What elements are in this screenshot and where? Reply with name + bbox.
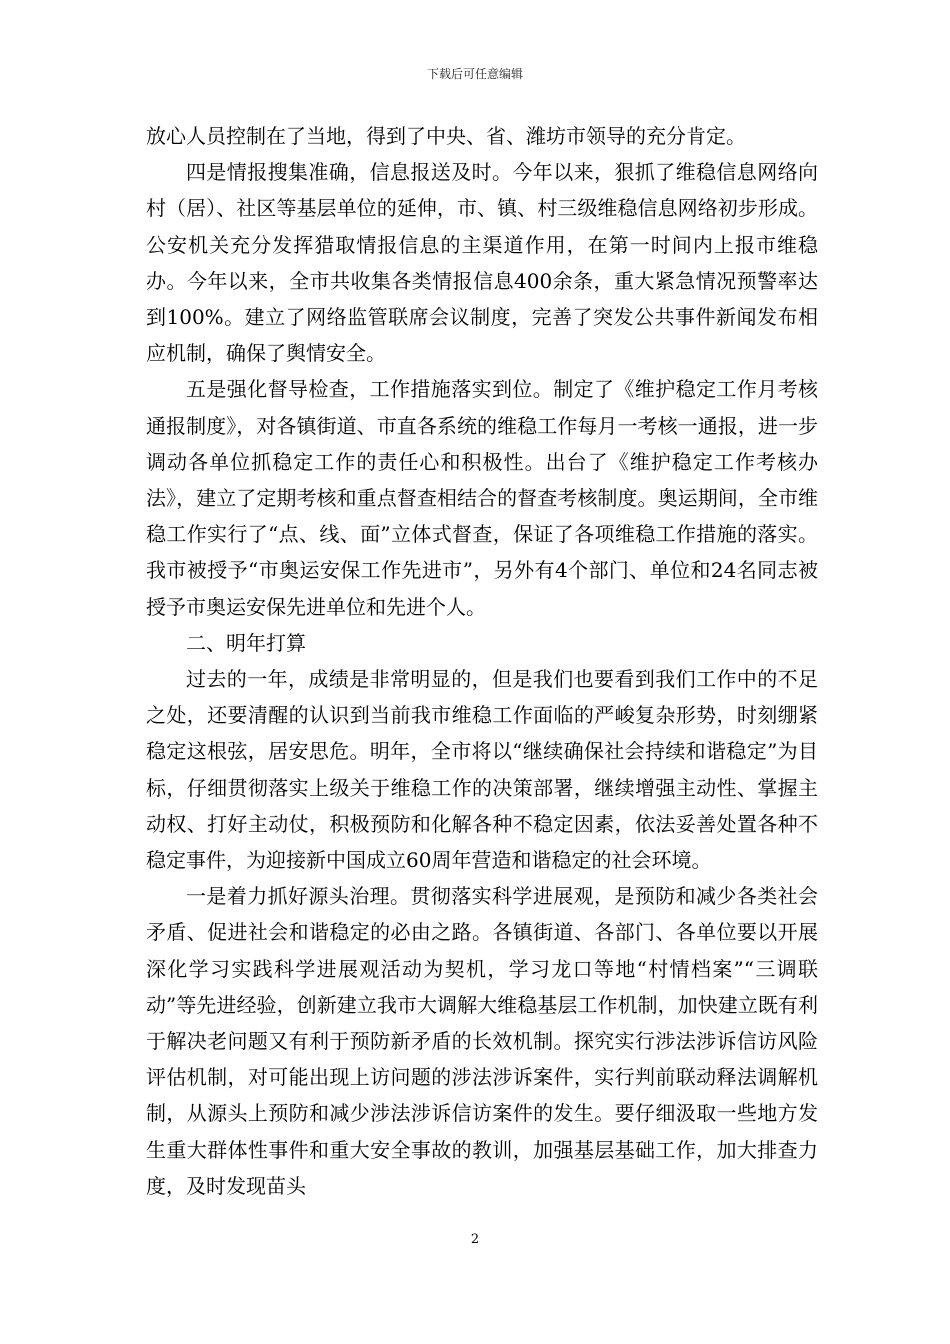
paragraph-item-five: 五是强化督导检查，工作措施落实到位。制定了《维护稳定工作月考核通报制度》，对各镇街道、市直各系统的维稳工作每月一考核一通报，进一步调动各单位抓稳定工作的责任心和积极性。出台了《维护稳定工作考核办法》，建立了定期考核和重点督查相结合的督查考核制度。奥运期间，全市维稳工作实行了“点、线、面”立体式督查，保证了各项维稳工作措施的落实。我市被授予“市奥运安保工作先进市”，另外有4个部门、单位和24名同志被授予市奥运安保先进单位和先进个人。 xyxy=(146,377,818,619)
paragraph-item-four: 四是情报搜集准确，信息报送及时。今年以来，狠抓了维稳信息网络向村（居）、社区等基层单位的延伸，市、镇、村三级维稳信息网络初步形成。公安机关充分发挥猎取情报信息的主渠道作用，在第一时间内上报市维稳办。今年以来，全市共收集各类情报信息400余条，重大紧急情况预警率达到100%。建立了网络监管联席会议制度，完善了突发公共事件新闻发布相应机制，确保了舆情安全。 xyxy=(146,160,818,366)
page-number: 2 xyxy=(470,1232,480,1247)
document-body xyxy=(146,118,818,1204)
paragraph-plan-intro: 过去的一年，成绩是非常明显的，但是我们也要看到我们工作中的不足之处，还要清醒的认识到当前我市维稳工作面临的严峻复杂形势，时刻绷紧稳定这根弦，居安思危。明年，全市将以“继续确保社会持续和谐稳定”为目标，仔细贯彻落实上级关于维稳工作的决策部署，继续增强主动性、掌握主动权、打好主动仗，积极预防和化解各种不稳定因素，依法妥善处置各种不稳定事件，为迎接新中国成立60周年营造和谐稳定的社会环境。 xyxy=(146,667,818,873)
paragraph-continuation: 放心人员控制在了当地，得到了中央、省、潍坊市领导的充分肯定。 xyxy=(146,124,746,148)
paragraph-plan-item-one: 一是着力抓好源头治理。贯彻落实科学进展观，是预防和减少各类社会矛盾、促进社会和谐稳定的必由之路。各镇街道、各部门、各单位要以开展深化学习实践科学进展观活动为契机，学习龙口等地“村情档案”“三调联动”等先进经验，创新建立我市大调解大维稳基层工作机制，加快建立既有利于解决老问题又有利于预防新矛盾的长效机制。探究实行涉法涉诉信访风险评估机制，对可能出现上访问题的涉法涉诉案件，实行判前联动释法调解机制，从源头上预防和减少涉法涉诉信访案件的发生。要仔细汲取一些地方发生重大群体性事件和重大安全事故的教训，加强基层基础工作，加大排查力度，及时发现苗头 xyxy=(146,884,818,1198)
page-header: 下载后可任意编辑 xyxy=(426,67,523,81)
section-heading-next-year-plan: 二、明年打算 xyxy=(186,630,306,655)
